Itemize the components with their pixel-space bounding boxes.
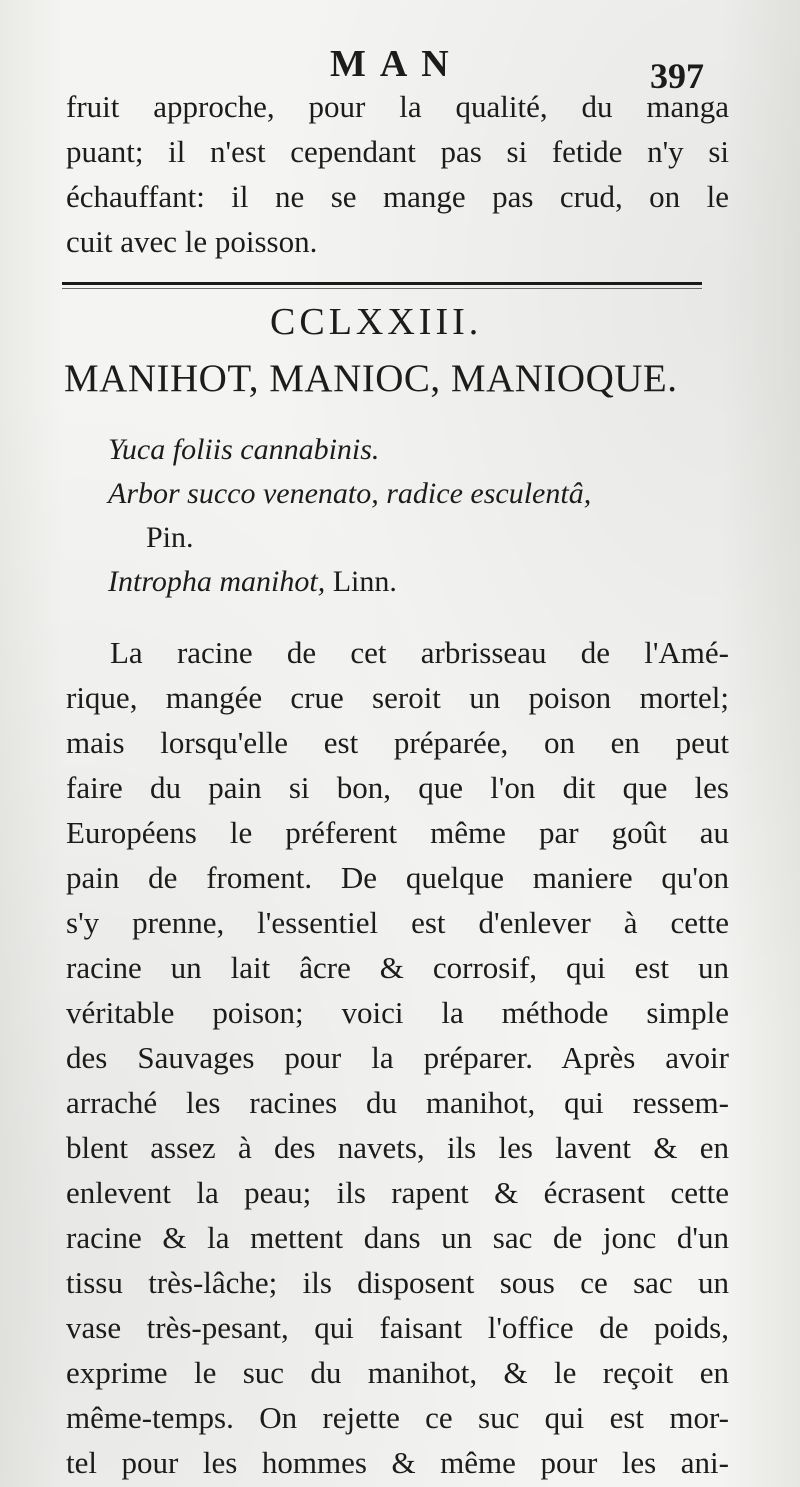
text-line: racine un lait âcre & corrosif, qui est un: [66, 950, 729, 985]
synonym-text: Yuca foliis cannabinis.: [108, 433, 380, 466]
text-line: fruit approche, pour la qualité, du manga: [66, 89, 729, 124]
text-line: tel pour les hommes & même pour les ani-: [66, 1445, 729, 1480]
text-line: des Sauvages pour la préparer. Après avoir: [66, 1040, 729, 1075]
synonym-list: [108, 428, 591, 604]
text-line: s'y prenne, l'essentiel est d'enlever à cette: [66, 905, 729, 940]
text-line: arraché les racines du manihot, qui ressem-: [66, 1085, 729, 1120]
page-number: 397: [650, 56, 704, 96]
synonym-text: Arbor succo venenato, radice esculentâ,: [108, 477, 592, 510]
text-line: La racine de cet arbrisseau de l'Amé-: [110, 635, 729, 670]
synonym-line: [108, 428, 591, 472]
text-line: Européens le préferent même par goût au: [66, 815, 729, 850]
section-divider: [62, 282, 702, 285]
text-line: blent assez à des navets, ils les lavent & en: [66, 1130, 729, 1165]
text-line: véritable poison; voici la méthode simple: [66, 995, 729, 1030]
synonym-author: Pin.: [146, 521, 194, 554]
synonym-text: Intropha manihot,: [108, 565, 326, 598]
text-line: racine & la mettent dans un sac de jonc d'un: [66, 1220, 729, 1255]
body-paragraph: [66, 630, 729, 1485]
section-number: CCLXXIII.: [270, 301, 483, 343]
text-line: faire du pain si bon, que l'on dit que les: [66, 770, 729, 805]
text-line: exprime le suc du manihot, & le reçoit en: [66, 1355, 729, 1390]
synonym-line: [108, 472, 591, 516]
entry-title: MANIHOT, MANIOC, MANIOQUE.: [64, 357, 678, 400]
text-line: même-temps. On rejette ce suc qui est mor-: [66, 1400, 729, 1435]
continuation-paragraph: [66, 84, 729, 264]
synonym-author: Linn.: [325, 565, 397, 598]
text-line: pain de froment. De quelque maniere qu'on: [66, 860, 729, 895]
text-line: rique, mangée crue seroit un poison mortel;: [66, 680, 729, 715]
text-line: mais lorsqu'elle est préparée, on en peut: [66, 725, 729, 760]
text-line: tissu très-lâche; ils disposent sous ce sac un: [66, 1265, 729, 1300]
running-head: MAN: [330, 43, 463, 85]
synonym-line: [108, 516, 591, 560]
text-line: vase très-pesant, qui faisant l'office de poids,: [66, 1310, 729, 1345]
text-line: enlevent la peau; ils rapent & écrasent cette: [66, 1175, 729, 1210]
text-line: cuit avec le poisson.: [66, 224, 318, 259]
text-line: puant; il n'est cependant pas si fetide n'y si: [66, 134, 729, 169]
synonym-line: [108, 560, 591, 604]
text-line: échauffant: il ne se mange pas crud, on le: [66, 179, 729, 214]
